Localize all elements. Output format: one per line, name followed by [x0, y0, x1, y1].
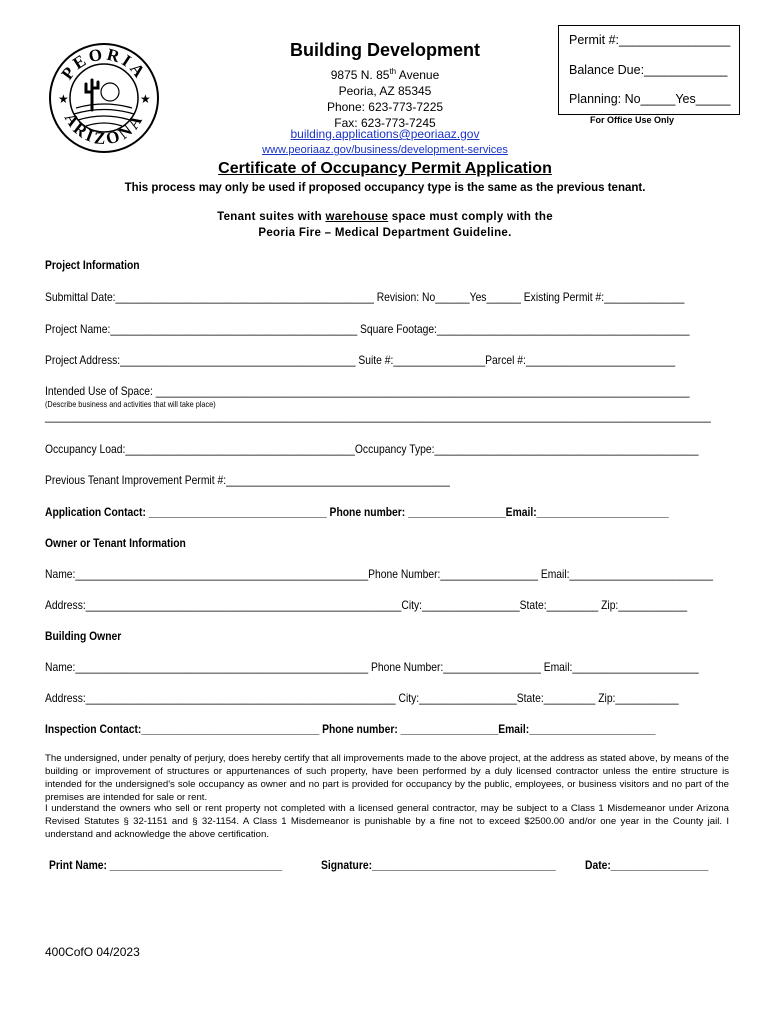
city-seal-logo: [48, 42, 160, 154]
department-title: Building Development: [289, 40, 480, 60]
svg-text:ARIZONA: ARIZONA: [60, 109, 148, 149]
balance-due-field[interactable]: Balance Due:____________: [569, 63, 728, 77]
date-field[interactable]: Date:_________________: [585, 858, 709, 872]
owner-tenant-name-row[interactable]: Name:___________________________________________________Phone Number:_________________ Email:_________________________: [45, 567, 713, 581]
intended-use-row[interactable]: Intended Use of Space: _____________________________________________________________________________________________: [45, 384, 690, 398]
project-address-row[interactable]: Project Address:_________________________________________ Suite #:________________Parcel #:__________________________: [45, 353, 676, 367]
office-use-box: [558, 25, 740, 115]
website-link[interactable]: www.peoriaaz.gov/business/development-services: [262, 144, 508, 156]
notice-warehouse: Tenant suites with warehouse space must comply with the: [217, 211, 553, 223]
building-owner-heading: Building Owner: [45, 629, 122, 643]
form-title: Certificate of Occupancy Permit Application: [218, 160, 552, 177]
owner-tenant-heading: Owner or Tenant Information: [45, 536, 186, 550]
notice-same-occupancy: This process may only be used if proposed occupancy type is the same as the previous tenant.: [124, 182, 646, 194]
intended-use-note: (Describe business and activities that will take place): [45, 399, 216, 409]
submittal-date-row[interactable]: Submittal Date:_____________________________________________ Revision: No______Yes______ Existing Permit #:______________: [45, 290, 685, 304]
permit-number-field[interactable]: Permit #:________________: [569, 33, 731, 47]
form-number-footer: 400CofO 04/2023: [45, 945, 140, 959]
project-name-row[interactable]: Project Name:___________________________________________ Square Footage:____________________________________________: [45, 322, 690, 336]
application-contact-row[interactable]: Application Contact: _______________________________ Phone number: _________________Email:_______________________: [45, 505, 669, 519]
certification-paragraph: The undersigned, under penalty of perjury, does hereby certify that all improvements made to the above project, at the address as stated above, by means of the building or improvement of structures or appurtenances of such property, have been performed by a duly licensed contractor unless the entire structure is intended for the undersigned's sole occupancy as owner and no part is provided for occupancy by the public, employees, or business visitors and no part of the premises are intended for sale or rent.: [45, 753, 729, 803]
office-use-caption: For Office Use Only: [590, 115, 675, 125]
misdemeanor-paragraph: I understand the owners who sell or rent property not completed with a licensed general contractor, may be subject to a Class 1 Misdemeanor under Arizona Revised Statutes § 32-1151 and § 32-1154. A Class 1 Misdemeanor is punishable by a fine not to exceed $2500.00 and/or one year in the County jail. I understand and acknowledge the above certification.: [45, 803, 729, 840]
svg-text:★: ★: [140, 92, 151, 106]
print-name-field[interactable]: Print Name: ______________________________: [49, 858, 282, 872]
svg-text:PEORIA: PEORIA: [57, 44, 151, 84]
previous-permit-row[interactable]: Previous Tenant Improvement Permit #:_______________________________________: [45, 473, 450, 487]
project-info-heading: Project Information: [45, 258, 140, 272]
intended-use-line[interactable]: ____________________________________________________________________________________________________________________: [45, 409, 711, 423]
building-owner-name-row[interactable]: Name:___________________________________________________ Phone Number:_________________ Email:______________________: [45, 660, 699, 674]
email-link[interactable]: building.applications@peoriaaz.gov: [290, 127, 480, 141]
notice-fire-guideline: Peoria Fire – Medical Department Guideline.: [258, 227, 512, 239]
inspection-contact-row[interactable]: Inspection Contact:_______________________________ Phone number: _________________Email:______________________: [45, 722, 656, 736]
building-owner-address-row[interactable]: Address:______________________________________________________ City:_________________State:_________ Zip:___________: [45, 691, 679, 705]
planning-field[interactable]: Planning: No_____Yes_____: [569, 92, 731, 106]
owner-tenant-address-row[interactable]: Address:_______________________________________________________City:_________________State:_________ Zip:____________: [45, 598, 688, 612]
svg-text:★: ★: [58, 92, 69, 106]
occupancy-row[interactable]: Occupancy Load:________________________________________Occupancy Type:______________________________________________: [45, 442, 699, 456]
department-address: 9875 N. 85th Avenue Peoria, AZ 85345 Phone: 623-773-7225 Fax: 623-773-7245: [326, 67, 444, 130]
signature-field[interactable]: Signature:________________________________: [321, 858, 556, 872]
